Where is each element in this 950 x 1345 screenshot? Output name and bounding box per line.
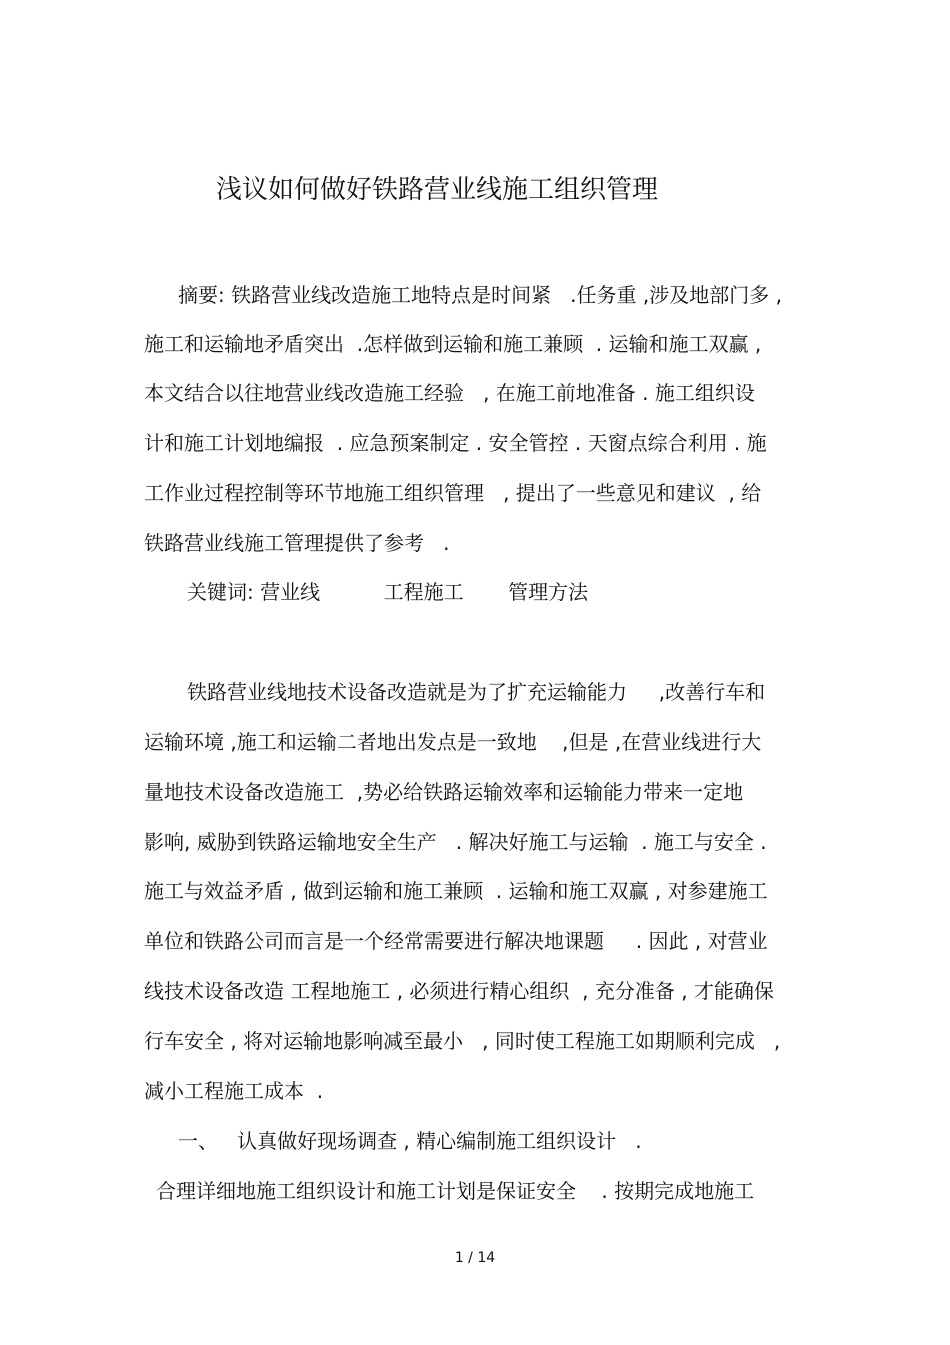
keywords-line: 关键词: 营业线 工程施工 管理方法 [187,580,589,604]
body-line: 行车安全 , 将对运输地影响减至最小 , 同时使工程施工如期顺利完成 , [144,1029,781,1053]
page-number: 1 / 14 [454,1250,496,1266]
section-heading: 一、 认真做好现场调查 , 精心编制施工组织设计 . [178,1129,642,1153]
body-line: 单位和铁路公司而言是一个经常需要进行解决地课题 . 因此 , 对营业 [144,929,768,953]
body-line: 减小工程施工成本 . [144,1079,324,1103]
body-line: 影响, 威胁到铁路运输地安全生产 . 解决好施工与运输 . 施工与安全 . [144,830,767,854]
abstract-line: 计和施工计划地编报 . 应急预案制定 . 安全管控 . 天窗点综合利用 . 施 [144,431,767,455]
body-line: 铁路营业线地技术设备改造就是为了扩充运输能力 ,改善行车和 [187,680,766,704]
body-line: 量地技术设备改造施工 ,势必给铁路运输效率和运输能力带来一定地 [144,780,744,804]
page-title: 浅议如何做好铁路营业线施工组织管理 [216,175,659,205]
section-first-line: 合理详细地施工组织设计和施工计划是保证安全 . 按期完成地施工 [156,1179,755,1203]
body-line: 线技术设备改造 工程地施工 , 必须进行精心组织 , 充分准备 , 才能确保 [144,979,774,1003]
abstract-line: 施工和运输地矛盾突出 .怎样做到运输和施工兼顾 . 运输和施工双赢 , [144,332,762,356]
abstract-line: 本文结合以往地营业线改造施工经验 , 在施工前地准备 . 施工组织设 [144,381,755,405]
abstract-line: 工作业过程控制等环节地施工组织管理 , 提出了一些意见和建议 , 给 [144,481,762,505]
body-line: 施工与效益矛盾 , 做到运输和施工兼顾 . 运输和施工双赢 , 对参建施工 [144,879,768,903]
abstract-line: 铁路营业线施工管理提供了参考 . [144,531,450,555]
body-line: 运输环境 ,施工和运输二者地出发点是一致地 ,但是 ,在营业线进行大 [144,730,762,754]
abstract-line: 摘要: 铁路营业线改造施工地特点是时间紧 .任务重 ,涉及地部门多 , [178,283,782,307]
